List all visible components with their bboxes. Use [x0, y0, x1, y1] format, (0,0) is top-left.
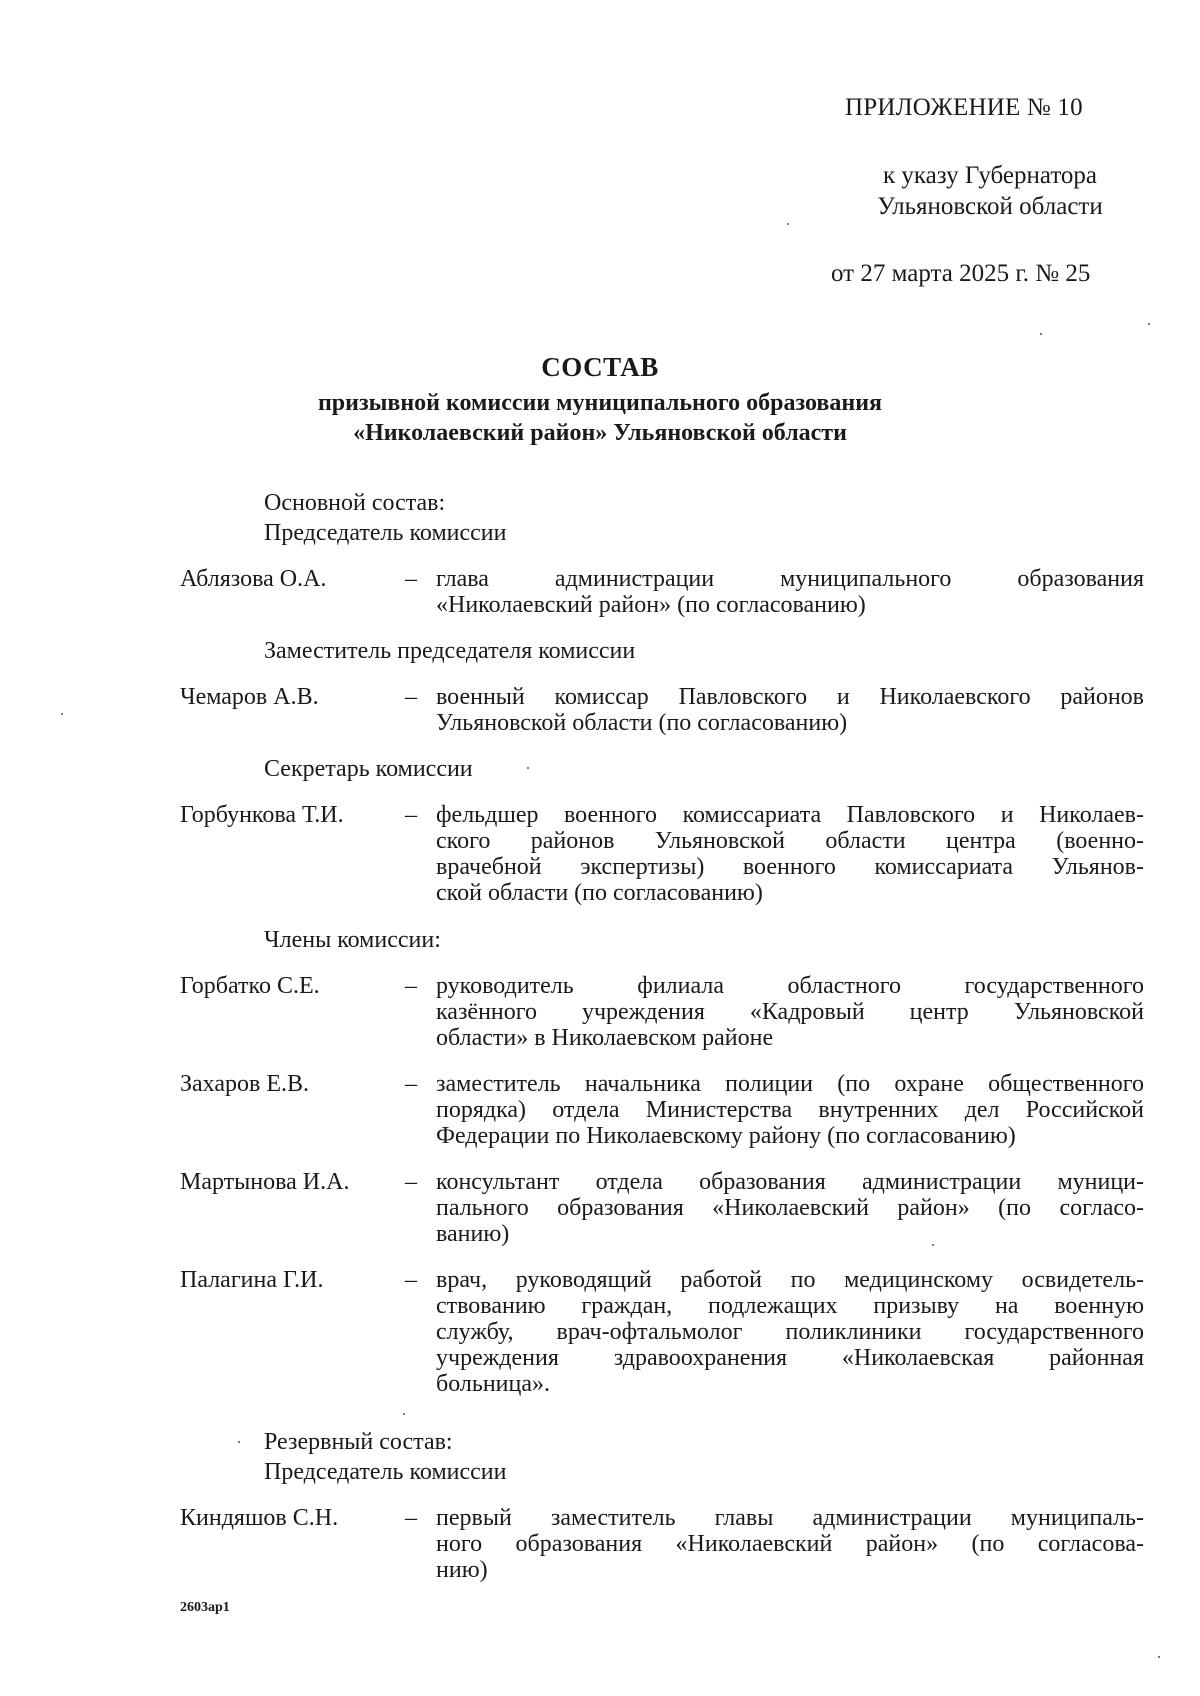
scan-speck [61, 713, 63, 715]
scan-speck [1148, 323, 1150, 325]
description-line: Ульяновской области (по согласованию) [436, 710, 848, 736]
description-line: ванию) [436, 1221, 510, 1247]
member-name: Аблязова О.А. [180, 566, 327, 592]
description-line: первый заместитель главы администрации муниципаль- [436, 1505, 1144, 1531]
member-name: Мартынова И.А. [180, 1169, 350, 1195]
scan-speck [527, 767, 529, 769]
member-name: Горбатко С.Е. [180, 973, 320, 999]
scan-speck [787, 223, 789, 225]
member-name: Чемаров А.В. [180, 684, 319, 710]
description-line: фельдшер военного комиссариата Павловского и Николаев- [436, 802, 1144, 828]
description-line: учреждения здравоохранения «Николаевская районная [436, 1345, 1144, 1371]
dash-separator: – [405, 1505, 417, 1531]
description-line: больница». [436, 1371, 550, 1397]
decree-line: к указу Губернатора [882, 162, 1098, 189]
reserve-composition-heading: Резервный состав: [264, 1429, 453, 1455]
description-line: ского районов Ульяновской области центра (военно- [436, 828, 1144, 854]
appendix-number: ПРИЛОЖЕНИЕ № 10 [845, 94, 1083, 121]
document-title: СОСТАВ [541, 352, 659, 382]
scan-speck [238, 1441, 240, 1443]
description-line: пального образования «Николаевский район» (по согласо- [436, 1195, 1144, 1221]
member-description [436, 1169, 1144, 1247]
dash-separator: – [405, 802, 417, 828]
description-line: глава администрации муниципального образования [436, 566, 1144, 592]
description-line: врачебной экспертизы) военного комиссариата Ульянов- [436, 854, 1144, 880]
member-description [436, 802, 1144, 906]
subtitle-line: призывной комиссии муниципального образования [317, 390, 883, 416]
description-line: Федерации по Николаевскому району (по согласованию) [436, 1123, 1016, 1149]
decree-reference [840, 160, 1140, 222]
scan-speck [1040, 333, 1042, 335]
description-line: службу, врач-офтальмолог поликлиники государственного [436, 1319, 1144, 1345]
member-name: Горбункова Т.И. [180, 802, 344, 828]
member-name: Захаров Е.В. [180, 1071, 310, 1097]
secretary-heading: Секретарь комиссии [264, 756, 473, 782]
dash-separator: – [405, 1267, 417, 1293]
decree-line: Ульяновской области [877, 193, 1103, 220]
member-description [436, 1505, 1144, 1583]
scan-speck [403, 1413, 405, 1415]
scan-speck [1158, 1656, 1160, 1658]
deputy-heading: Заместитель председателя комиссии [264, 638, 636, 664]
chairman-heading: Председатель комиссии [264, 520, 507, 546]
reserve-chairman-heading: Председатель комиссии [264, 1459, 507, 1485]
description-line: военный комиссар Павловского и Николаевского районов [436, 684, 1144, 710]
description-line: «Николаевский район» (по согласованию) [436, 592, 866, 618]
description-line: порядка) отдела Министерства внутренних дел Российской [436, 1097, 1144, 1123]
member-description [436, 1267, 1144, 1397]
description-line: нию) [436, 1557, 488, 1583]
dash-separator: – [405, 1169, 417, 1195]
scan-speck [932, 1244, 934, 1246]
dash-separator: – [405, 566, 417, 592]
description-line: врач, руководящий работой по медицинскому освидетель- [436, 1267, 1144, 1293]
description-line: ствованию граждан, подлежащих призыву на военную [436, 1293, 1144, 1319]
members-heading: Члены комиссии: [264, 927, 441, 953]
member-description [436, 1071, 1144, 1149]
dash-separator: – [405, 1071, 417, 1097]
document-code: 2603ap1 [180, 1600, 230, 1615]
dash-separator: – [405, 684, 417, 710]
description-line: ской области (по согласованию) [436, 880, 763, 906]
dash-separator: – [405, 973, 417, 999]
subtitle-line: «Николаевский район» Ульяновской области [353, 420, 847, 446]
description-line: ного образования «Николаевский район» (по согласова- [436, 1531, 1144, 1557]
description-line: консультант отдела образования администрации муници- [436, 1169, 1144, 1195]
description-line: области» в Николаевском районе [436, 1025, 774, 1051]
description-line: заместитель начальника полиции (по охране общественного [436, 1071, 1144, 1097]
member-name: Палагина Г.И. [180, 1267, 324, 1293]
member-description [436, 684, 1144, 736]
decree-date: от 27 марта 2025 г. № 25 [831, 260, 1091, 287]
document-subtitle [0, 388, 1200, 448]
member-description [436, 973, 1144, 1051]
description-line: руководитель филиала областного государственного [436, 973, 1144, 999]
member-name: Киндяшов С.Н. [180, 1505, 339, 1531]
main-composition-heading: Основной состав: [264, 490, 446, 516]
description-line: казённого учреждения «Кадровый центр Ульяновской [436, 999, 1144, 1025]
member-description [436, 566, 1144, 618]
